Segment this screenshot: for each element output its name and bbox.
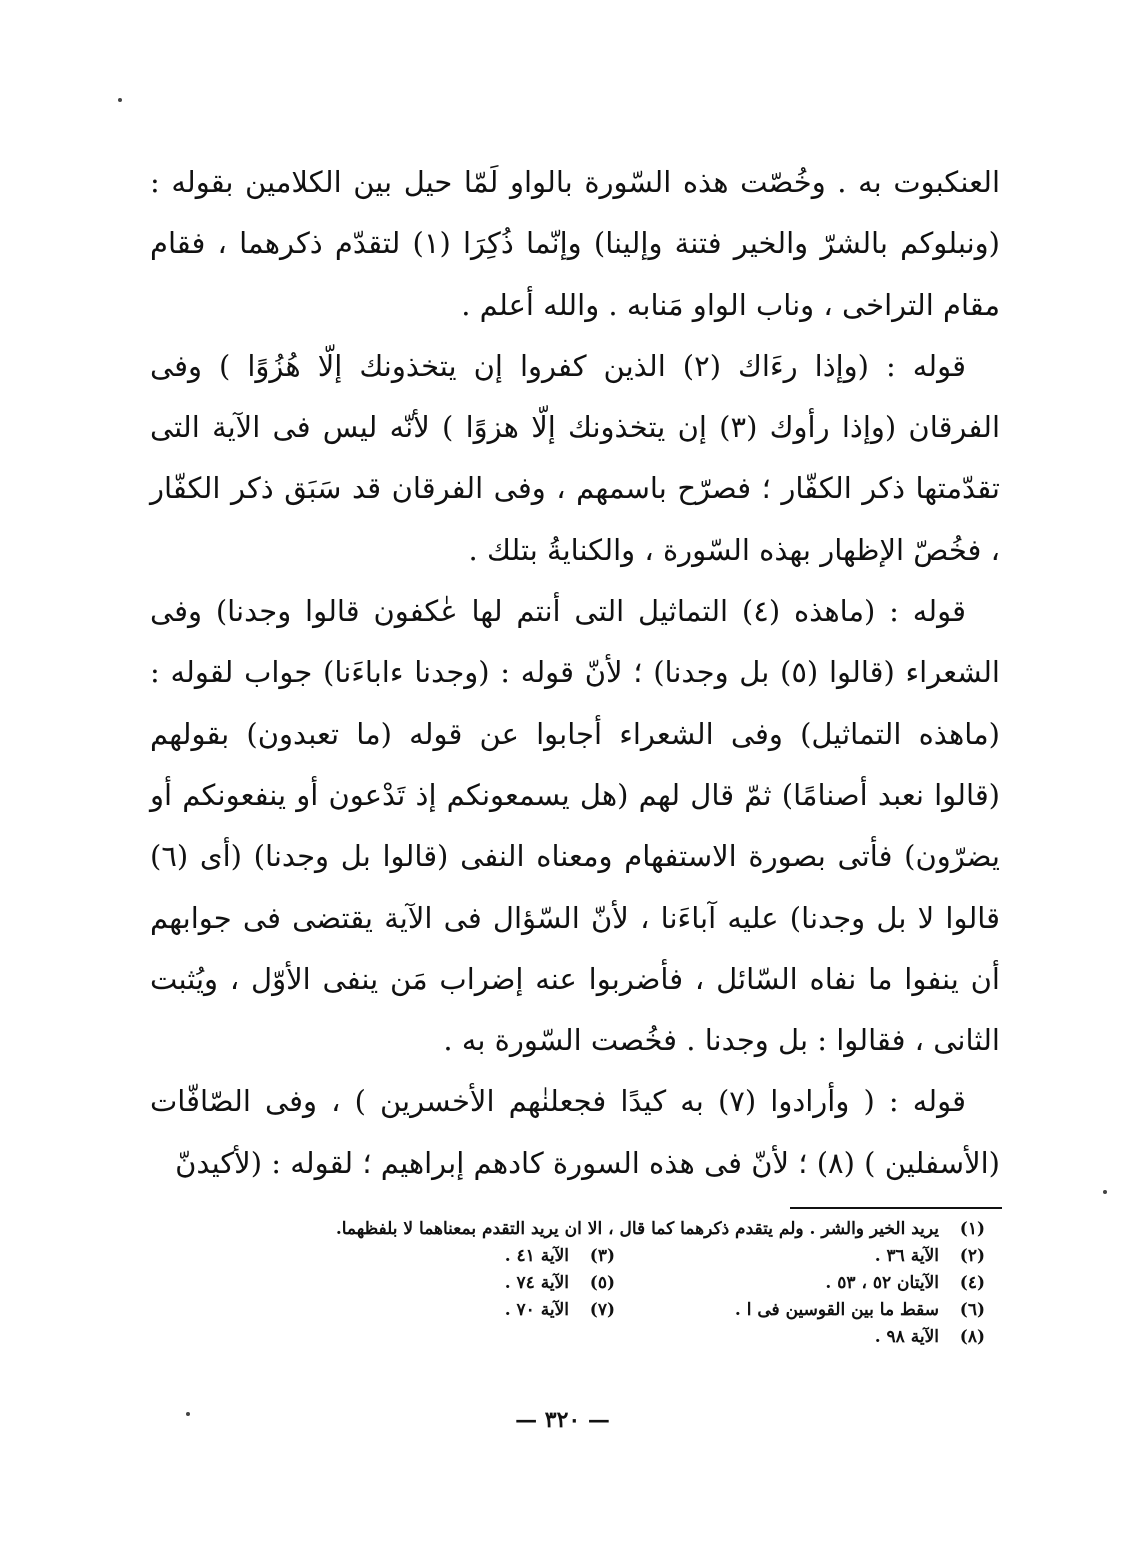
paragraph-3: قوله : (ماهذه (٤) التماثيل التى أنتم لها عٰكفون قالوا وجدنا) وفى الشعراء (قالوا (٥) بل وجدنا) ؛ لأنّ قوله : (وجدنا ءاباءَنا) جواب لقوله : (ماهذه التماثيل) وفى الشعراء أجابوا عن قوله (ما تعبدون) بقولهم (قالوا نعبد أصنامًا) ثمّ قال لهم (هل يسمعونكم إذ تَدْعون أو ينفعونكم أو يضرّون) فأتى بصورة الاستفهام ومعناه النفى (قالوا بل وجدنا) (أى (٦) قالوا لا بل وجدنا) عليه آباءَنا ، لأنّ السّؤال فى الآية يقتضى فى جوابهم أن ينفوا ما نفاه السّائل ، فأضربوا عنه إضراب مَن ينفى الأوّل ، ويُثبت الثانى ، فقالوا : بل وجدنا . فخُصت السّورة به .	[150, 594, 1000, 1058]
footnote-number: (٨)	[959, 1327, 985, 1347]
footnote-row	[140, 1324, 985, 1351]
footnote-number: (٥)	[589, 1273, 615, 1293]
footnote-row	[140, 1297, 985, 1324]
footnote-row	[140, 1270, 985, 1297]
footnotes	[140, 1216, 985, 1351]
footnote-3	[505, 1243, 615, 1270]
footnote-text: الآية ٧٤ .	[504, 1273, 569, 1293]
footnote-7	[505, 1297, 615, 1324]
footnote-number: (١)	[959, 1219, 985, 1239]
scan-speck	[186, 1412, 190, 1416]
footnote-2	[615, 1243, 985, 1270]
footnote-divider	[790, 1207, 1002, 1209]
footnote-text: الآية ٧٠ .	[504, 1300, 569, 1320]
footnote-5	[505, 1270, 615, 1297]
footnote-8	[615, 1324, 985, 1351]
page-number: — ٣٢٠ —	[515, 1407, 610, 1433]
footnote-6	[615, 1297, 985, 1324]
footnote-1	[140, 1216, 985, 1243]
footnote-number: (٤)	[959, 1273, 985, 1293]
footnote-text: الآيتان ٥٢ ، ٥٣ .	[825, 1273, 939, 1293]
paragraph-1: العنكبوت به . وخُصّت هذه السّورة بالواو لَمّا حيل بين الكلامين بقوله : (ونبلوكم بالشرّ والخير فتنة وإلينا) وإنّما ذُكِرَا (١) لتقدّم ذكرهما ، فقام مقام التراخى ، وناب الواو مَنابه . والله أعلم .	[150, 165, 1000, 322]
scan-speck	[1103, 1190, 1107, 1194]
footnote-text: الآية ٣٦ .	[874, 1246, 939, 1266]
footnote-text: الآية ٤١ .	[504, 1246, 569, 1266]
footnote-text: الآية ٩٨ .	[874, 1327, 939, 1347]
main-text	[150, 152, 1000, 1194]
footnote-number: (٢)	[959, 1246, 985, 1266]
footnote-text: سقط ما بين القوسين فى ا .	[734, 1300, 939, 1320]
footnote-number: (٦)	[959, 1300, 985, 1320]
footnote-4	[615, 1270, 985, 1297]
footnote-number: (٧)	[589, 1300, 615, 1320]
footnote-number: (٣)	[589, 1246, 615, 1266]
footnote-row	[140, 1243, 985, 1270]
paragraph-2: قوله : (وإذا رءَاك (٢) الذين كفروا إن يتخذونك إلّا هُزُوًا ) وفى الفرقان (وإذا رأوك (٣) إن يتخذونك إلّا هزوًا ) لأنّه ليس فى الآية التى تقدّمتها ذكر الكفّار ؛ فصرّح باسمهم ، وفى الفرقان قد سَبَق ذكر الكفّار ، فخُصّ الإظهار بهذه السّورة ، والكنايةُ بتلك .	[150, 348, 1000, 567]
footnote-text: يريد الخير والشر . ولم يتقدم ذكرهما كما قال ، الا ان يريد التقدم بمعناهما لا بلفظهما.	[335, 1219, 939, 1239]
scan-speck	[118, 98, 122, 102]
paragraph-4: قوله : ( وأرادوا (٧) به كيدًا فجعلنٰهم الأخسرين ) ، وفى الصّافّات (الأسفلين ) (٨) ؛ لأنّ فى هذه السورة كادهم إبراهيم ؛ لقوله : (لأكيدنّ	[150, 1084, 1000, 1180]
footnote-row	[140, 1216, 985, 1243]
